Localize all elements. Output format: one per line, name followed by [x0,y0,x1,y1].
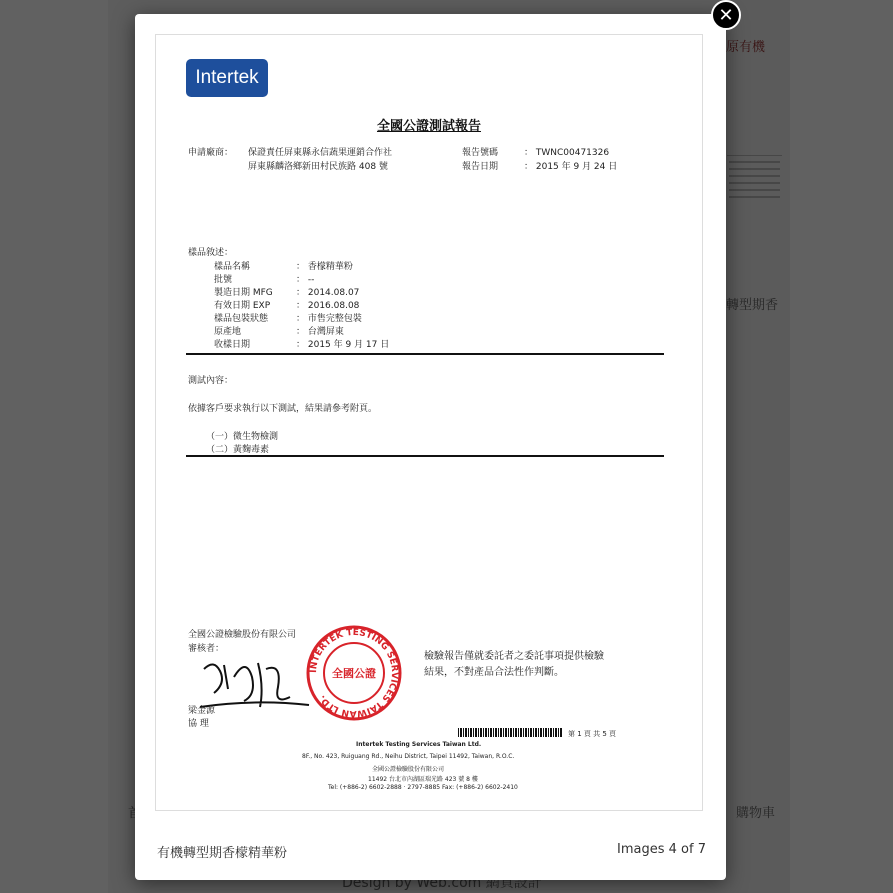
report-number-label: 報告號碼 [462,148,499,158]
close-icon: ✕ [718,4,734,26]
sample-field-label: 收樣日期 [214,340,251,350]
divider [186,353,664,355]
footer-company-cn: 全國公證檢驗股份有限公司 [372,766,445,773]
sample-field-value: ： -- [296,275,315,285]
svg-text:全國公證: 全國公證 [332,667,376,680]
signer-name: 梁金源 [188,706,216,716]
disclaimer-text: 檢驗報告僅就委託者之委託事項提供檢驗 [424,651,604,662]
sample-field-label: 樣品包裝狀態 [214,314,269,324]
barcode [458,728,563,737]
intertek-logo: Intertek [186,59,268,97]
sample-field-value: ： 2015 年 9 月 17 日 [296,340,390,350]
lightbox-caption: 有機轉型期香檬精華粉 [157,846,288,861]
signer-title: 協 理 [188,719,209,729]
applicant-label: 申請廠商： [188,148,234,158]
sample-field-value: ： 市售完整包裝 [296,314,362,324]
report-date: ： 2015 年 9 月 24 日 [524,162,618,172]
applicant-address: 屏東縣麟洛鄉新田村民族路 408 號 [248,162,388,172]
report-number: ： TWNC00471326 [524,148,610,158]
test-item: （一）微生物檢測 [206,432,279,442]
sample-field-label: 原產地 [214,327,242,337]
sample-field-value: ： 2016.08.08 [296,301,360,311]
sample-field-value: ： 台灣屏東 [296,327,344,337]
disclaimer-text: 結果，不對產品合法性作判斷。 [424,667,564,678]
company-seal [304,623,404,723]
footer-phone: Tel: (+886-2) 6602-2888 · 2797-8885 Fax: (+886-2) 6602-2410 [328,784,518,791]
company-name: 全國公證檢驗股份有限公司 [188,630,297,640]
sample-field-label: 製造日期 MFG [214,288,273,298]
test-description: 依據客戶要求執行以下測試，結果請參考附頁。 [188,404,378,414]
image-counter: Images 4 of 7 [617,842,706,857]
divider [186,455,664,457]
test-item: （二）黃麴毒素 [206,445,270,455]
svg-text:INTERTEK TESTING SERVICES TAIW: INTERTEK TESTING SERVICES TAIWAN LTD. [308,627,400,719]
footer-address-cn: 11492 台北市內湖區瑞光路 423 號 8 樓 [368,776,478,783]
page-info: 第 1 頁 共 5 頁 [568,730,617,738]
sample-field-label: 樣品名稱 [214,262,251,272]
sample-heading: 樣品敘述： [188,248,234,258]
report-title: 全國公證測試報告 [376,119,481,134]
footer-address: 8F., No. 423, Ruiguang Rd., Neihu District, Taipei 11492, Taiwan, R.O.C. [302,753,515,760]
footer-company: Intertek Testing Services Taiwan Ltd. [356,741,482,748]
sample-field-label: 有效日期 EXP [214,301,271,311]
report-date-label: 報告日期 [462,162,499,172]
reviewer-label: 審核者： [188,644,225,654]
test-heading: 測試內容： [188,376,234,386]
applicant-name: 保證責任屏東縣永信蔬果運銷合作社 [248,148,393,158]
sample-field-label: 批號 [214,275,233,285]
sample-field-value: ： 2014.08.07 [296,288,360,298]
sample-field-value: ： 香檬精華粉 [296,262,353,272]
lightbox-modal [135,14,726,880]
close-button[interactable] [711,0,741,30]
lightbox-image [155,34,703,811]
